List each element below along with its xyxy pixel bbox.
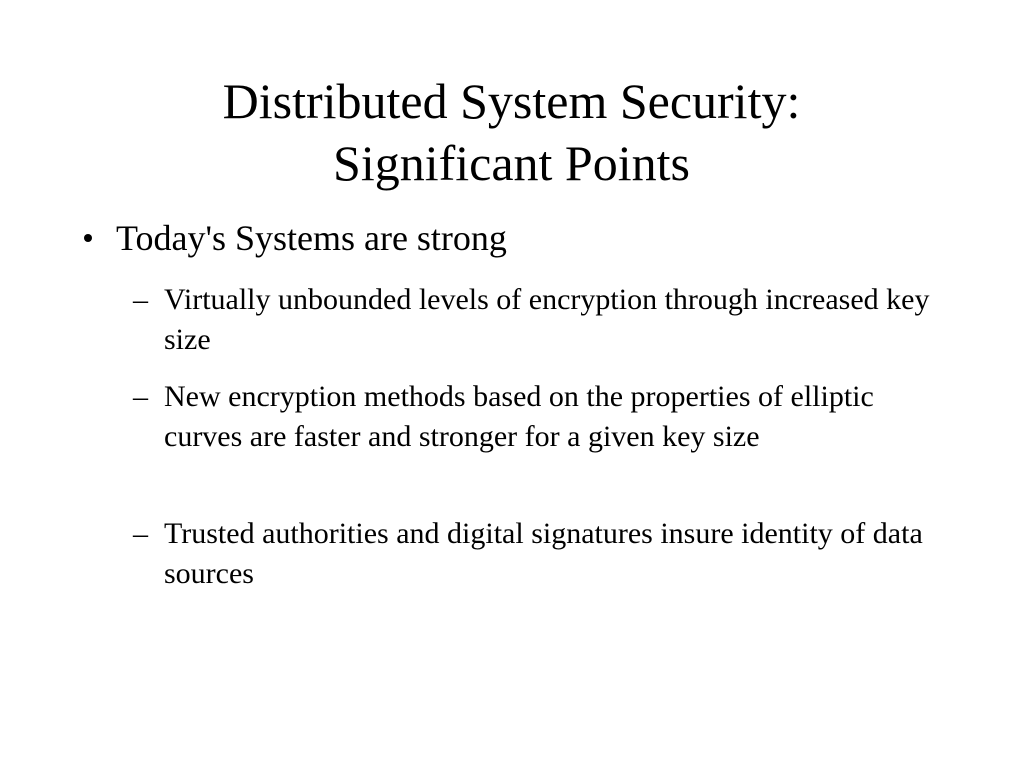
sub-bullet-text: Virtually unbounded levels of encryption through increased key size (164, 283, 930, 356)
title-line-1: Distributed System Security: (222, 73, 801, 129)
sub-bullet-text: New encryption methods based on the properties of elliptic curves are faster and stronger for a given key size (164, 380, 874, 453)
bullet-item (84, 216, 507, 260)
sub-bullet-item (133, 280, 933, 362)
dash-marker: – (133, 517, 148, 550)
sub-bullet-item (133, 514, 933, 596)
sub-bullet-item (133, 377, 933, 499)
dash-marker: – (133, 283, 148, 316)
bullet-label: Today's Systems are strong (116, 218, 507, 258)
sub-bullet-text: Trusted authorities and digital signatures insure identity of data sources (164, 517, 923, 590)
bullet-marker-icon (84, 234, 92, 242)
dash-marker: – (133, 380, 148, 413)
title-line-2: Significant Points (333, 135, 690, 191)
